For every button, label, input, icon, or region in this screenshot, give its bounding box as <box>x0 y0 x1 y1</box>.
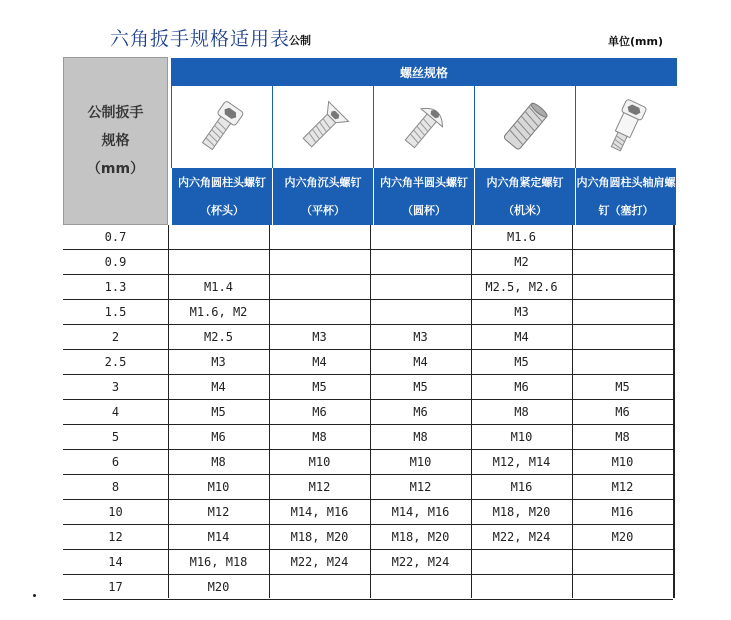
screw-size-cell <box>572 350 673 375</box>
wrench-size-cell: 3 <box>63 375 168 400</box>
screw-size-cell <box>370 300 471 325</box>
table-row <box>63 300 673 325</box>
screw-size-cell: M5 <box>168 400 269 425</box>
wrench-size-header <box>63 57 168 225</box>
screw-size-cell <box>269 575 370 600</box>
screw-size-cell <box>572 575 673 600</box>
screw-size-cell: M5 <box>370 375 471 400</box>
screw-size-cell <box>471 550 572 575</box>
screw-type-label-2: 内六角沉头螺钉 （平杯） <box>272 168 373 225</box>
screw-size-cell <box>370 275 471 300</box>
wrench-size-cell: 0.7 <box>63 225 168 250</box>
screw-size-cell <box>572 275 673 300</box>
screw-size-cell: M3 <box>269 325 370 350</box>
table-row <box>63 400 673 425</box>
screw-size-cell <box>370 250 471 275</box>
table-row <box>63 250 673 275</box>
screw-size-cell: M10 <box>168 475 269 500</box>
table-row <box>63 375 673 400</box>
screw-size-cell <box>471 575 572 600</box>
table-row <box>63 575 673 600</box>
socket-head-cap-screw-icon <box>192 97 252 157</box>
wrench-size-cell: 1.3 <box>63 275 168 300</box>
screw-size-cell <box>572 325 673 350</box>
screw-picture-2 <box>272 86 373 168</box>
screw-size-cell: M20 <box>572 525 673 550</box>
screw-size-cell <box>269 275 370 300</box>
screw-size-cell: M3 <box>370 325 471 350</box>
screw-size-cell: M12, M14 <box>471 450 572 475</box>
screw-size-cell: M12 <box>572 475 673 500</box>
screw-size-cell <box>269 250 370 275</box>
screw-size-cell: M10 <box>572 450 673 475</box>
countersunk-screw-icon <box>293 97 353 157</box>
screw-size-cell: M6 <box>471 375 572 400</box>
screw-picture-1 <box>171 86 272 168</box>
screw-size-cell: M18, M20 <box>471 500 572 525</box>
screw-size-cell: M1.6, M2 <box>168 300 269 325</box>
table-row <box>63 325 673 350</box>
screw-type-label-3: 内六角半圆头螺钉 （圆杯） <box>373 168 474 225</box>
grid-line <box>572 225 573 598</box>
screw-size-cell: M10 <box>471 425 572 450</box>
screw-size-cell: M16, M18 <box>168 550 269 575</box>
screw-size-cell: M4 <box>168 375 269 400</box>
screw-size-cell: M22, M24 <box>471 525 572 550</box>
wrench-size-cell: 0.9 <box>63 250 168 275</box>
wrench-size-cell: 2.5 <box>63 350 168 375</box>
screw-size-cell: M6 <box>370 400 471 425</box>
screw-size-cell: M8 <box>168 450 269 475</box>
wrench-size-cell: 4 <box>63 400 168 425</box>
wrench-size-cell: 1.5 <box>63 300 168 325</box>
screw-type-label-5: 内六角圆柱头轴肩螺 钉（塞打） <box>575 168 676 225</box>
wrench-size-header-label: 公制扳手 规格 （mm） <box>86 105 145 177</box>
screw-size-cell <box>572 250 673 275</box>
table-row <box>63 425 673 450</box>
set-screw-icon <box>495 97 555 157</box>
table-row <box>63 350 673 375</box>
screw-size-cell <box>572 300 673 325</box>
table-row <box>63 225 673 250</box>
screw-size-cell <box>370 225 471 250</box>
screw-size-cell: M12 <box>269 475 370 500</box>
screw-size-cell: M22, M24 <box>370 550 471 575</box>
screw-size-cell <box>269 300 370 325</box>
screw-size-cell <box>168 250 269 275</box>
wrench-size-cell: 5 <box>63 425 168 450</box>
screw-size-cell <box>572 225 673 250</box>
screw-size-cell: M8 <box>370 425 471 450</box>
screw-size-cell: M3 <box>168 350 269 375</box>
grid-line <box>269 225 270 598</box>
screw-size-cell: M14, M16 <box>370 500 471 525</box>
screw-picture-4 <box>474 86 575 168</box>
screw-size-cell: M5 <box>572 375 673 400</box>
button-head-screw-icon <box>394 97 454 157</box>
screw-picture-5 <box>575 86 676 168</box>
screw-size-cell: M5 <box>269 375 370 400</box>
standard-label: 公制 <box>289 34 311 47</box>
table-row <box>63 500 673 525</box>
screw-spec-header: 螺丝规格 <box>171 58 677 86</box>
screw-size-cell: M6 <box>572 400 673 425</box>
screw-size-cell: M2 <box>471 250 572 275</box>
screw-size-cell <box>370 575 471 600</box>
screw-size-cell: M18, M20 <box>269 525 370 550</box>
wrench-size-cell: 8 <box>63 475 168 500</box>
screw-size-cell: M14, M16 <box>269 500 370 525</box>
wrench-size-cell: 14 <box>63 550 168 575</box>
screw-size-cell: M18, M20 <box>370 525 471 550</box>
screw-size-cell: M2.5 <box>168 325 269 350</box>
screw-size-cell: M1.6 <box>471 225 572 250</box>
shoulder-screw-icon <box>596 97 656 157</box>
grid-line <box>673 225 675 598</box>
screw-size-cell: M16 <box>572 500 673 525</box>
wrench-size-cell: 17 <box>63 575 168 600</box>
wrench-size-cell: 2 <box>63 325 168 350</box>
screw-size-cell: M6 <box>269 400 370 425</box>
screw-size-cell <box>572 550 673 575</box>
table-row <box>63 450 673 475</box>
grid-line <box>370 225 371 598</box>
screw-size-cell: M6 <box>168 425 269 450</box>
screw-size-cell: M2.5, M2.6 <box>471 275 572 300</box>
table-row <box>63 550 673 575</box>
screw-size-cell: M4 <box>269 350 370 375</box>
screw-size-cell: M12 <box>168 500 269 525</box>
screw-size-cell: M10 <box>269 450 370 475</box>
table-row <box>63 475 673 500</box>
wrench-size-cell: 6 <box>63 450 168 475</box>
screw-type-label-1: 内六角圆柱头螺钉 （杯头） <box>171 168 272 225</box>
screw-size-cell: M14 <box>168 525 269 550</box>
screw-size-cell: M20 <box>168 575 269 600</box>
wrench-size-cell: 10 <box>63 500 168 525</box>
table-row <box>63 525 673 550</box>
page-title: 六角扳手规格适用表 <box>110 28 291 50</box>
screw-size-cell: M12 <box>370 475 471 500</box>
table-row <box>63 275 673 300</box>
screw-size-cell: M4 <box>370 350 471 375</box>
grid-line <box>471 225 472 598</box>
screw-type-label-4: 内六角紧定螺钉 （机米） <box>474 168 575 225</box>
screw-size-cell <box>168 225 269 250</box>
screw-size-cell: M10 <box>370 450 471 475</box>
screw-size-cell: M8 <box>471 400 572 425</box>
screw-size-cell: M1.4 <box>168 275 269 300</box>
screw-size-cell: M5 <box>471 350 572 375</box>
screw-size-cell: M8 <box>269 425 370 450</box>
screw-size-cell: M22, M24 <box>269 550 370 575</box>
screw-size-cell: M3 <box>471 300 572 325</box>
grid-line <box>168 225 169 598</box>
unit-label: 单位(mm) <box>608 35 663 48</box>
screw-size-cell: M16 <box>471 475 572 500</box>
screw-size-cell <box>269 225 370 250</box>
wrench-size-cell: 12 <box>63 525 168 550</box>
screw-picture-3 <box>373 86 474 168</box>
screw-size-cell: M4 <box>471 325 572 350</box>
screw-size-cell: M8 <box>572 425 673 450</box>
stray-dot <box>33 594 36 597</box>
